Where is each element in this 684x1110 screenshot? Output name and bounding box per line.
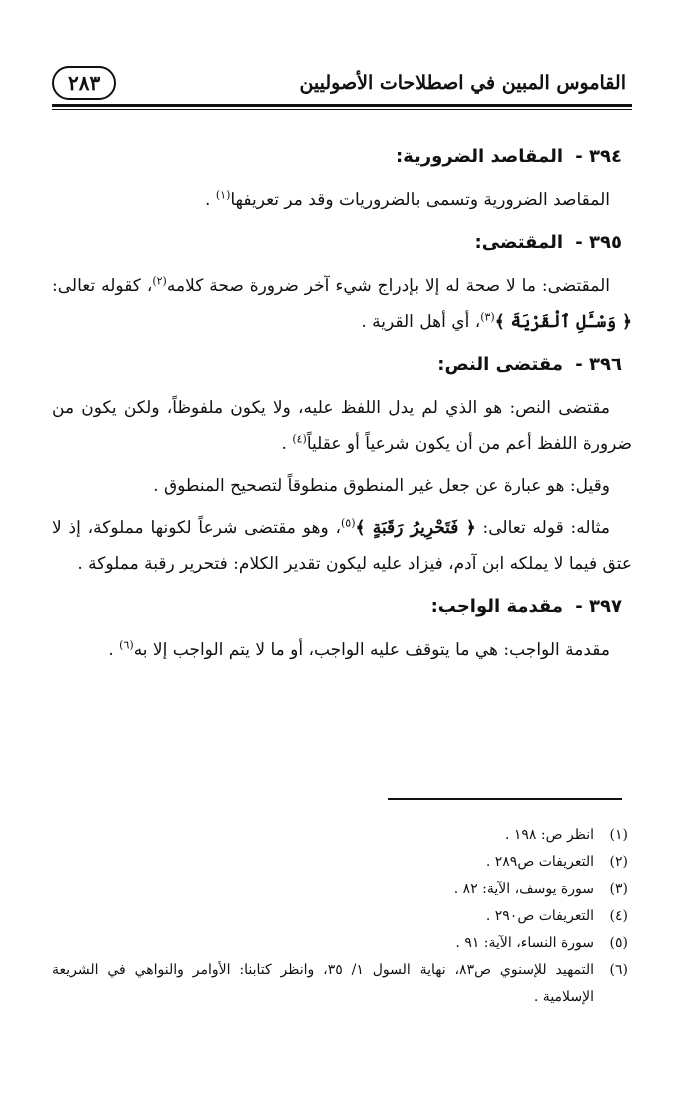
header-rule xyxy=(52,104,632,107)
footnote-text: سورة النساء، الآية: ٩١ . xyxy=(455,935,594,951)
entry-paragraph xyxy=(52,390,632,462)
footnotes xyxy=(52,822,628,1011)
entry-heading xyxy=(52,138,622,176)
paragraph-text: مقتضى النص: هو الذي لم يدل اللفظ عليه، ولا يكون ملفوظاً، ولكن يكون من ضرورة اللفظ أعم من أن يكون شرعياً أو عقلياً xyxy=(52,398,632,454)
entry-paragraph xyxy=(52,510,632,582)
entry-heading xyxy=(52,346,622,384)
footnote-ref: (٣) xyxy=(480,310,495,324)
footnote-text: التعريفات ص٢٨٩ . xyxy=(485,854,594,870)
footnote-ref: (٢) xyxy=(152,274,167,288)
entry-paragraph xyxy=(52,268,632,340)
paragraph-text: مقدمة الواجب: هي ما يتوقف عليه الواجب، أو ما لا يتم الواجب إلا به xyxy=(133,640,610,660)
entry-heading xyxy=(52,588,622,626)
footnote xyxy=(52,903,628,930)
entry-number: ٣٩٧ - xyxy=(575,596,622,617)
page-header xyxy=(52,62,632,104)
footnote xyxy=(52,876,628,903)
running-title: القاموس المبين في اصطلاحات الأصوليين xyxy=(299,72,626,94)
footnote-text: سورة يوسف، الآية: ٨٢ . xyxy=(453,881,594,897)
paragraph-end: . xyxy=(108,640,120,660)
entry-term: المقاصد الضرورية: xyxy=(395,146,563,167)
entry-heading xyxy=(52,224,622,262)
paragraph-end: ، أي أهل القرية . xyxy=(361,312,481,332)
entry-number: ٣٩٦ - xyxy=(575,354,622,375)
footnote-number: (٥) xyxy=(609,935,628,951)
page-number: ٢٨٣ xyxy=(52,66,116,100)
entry-paragraph xyxy=(52,468,632,504)
footnote-ref: (٤) xyxy=(292,432,307,446)
footnote-text: التمهيد للإسنوي ص٨٣، نهاية السول ١/ ٣٥، وانظر كتابنا: الأوامر والنواهي في الشريعة الإسلامية . xyxy=(52,962,595,1005)
quran-quote: ﴿ فَتَحْرِيرُ رَقَبَةٍ ﴾ xyxy=(355,518,476,538)
paragraph-end: . xyxy=(205,190,216,210)
paragraph-text: المقاصد الضرورية وتسمى بالضروريات وقد مر تعريفها xyxy=(230,190,610,210)
quran-quote: ﴿ وَسْـَٔلِ ٱلْقَرْيَةَ ﴾ xyxy=(494,312,632,332)
entry-number: ٣٩٥ - xyxy=(575,232,622,253)
footnote-text: انظر ص: ١٩٨ . xyxy=(504,827,594,843)
footnote-number: (٦) xyxy=(609,962,628,978)
paragraph-end: . xyxy=(281,434,293,454)
paragraph-text: ، كقوله تعالى: xyxy=(52,276,153,296)
footnote xyxy=(52,849,628,876)
paragraph-text: مثاله: قوله تعالى: xyxy=(475,518,610,538)
entry-term: مقدمة الواجب: xyxy=(430,596,563,617)
footnote-number: (٣) xyxy=(609,881,628,897)
header-rule-thin xyxy=(52,109,632,110)
footnote-ref: (٥) xyxy=(340,516,356,530)
paragraph-text: وقيل: هو عبارة عن جعل غير المنطوق منطوقاً لتصحيح المنطوق . xyxy=(153,476,610,496)
paragraph-end: ، وهو مقتضى شرعاً لكونها مملوكة، إذ لا عتق فيما لا يملكه ابن آدم، فيزاد عليه ليكون تقدير الكلام: فتحرير رقبة مملوكة . xyxy=(52,518,632,574)
entry-paragraph xyxy=(52,632,632,668)
footnote xyxy=(52,930,628,957)
footnote-separator xyxy=(388,798,622,800)
entry-number: ٣٩٤ - xyxy=(575,146,622,167)
footnote-number: (١) xyxy=(609,827,628,843)
entry-paragraph xyxy=(52,182,632,218)
footnote-number: (٤) xyxy=(609,908,628,924)
entry-term: المقتضى: xyxy=(474,232,563,253)
footnote xyxy=(52,957,628,1011)
entry-term: مقتضى النص: xyxy=(437,354,563,375)
footnote-number: (٢) xyxy=(609,854,628,870)
paragraph-text: المقتضى: ما لا صحة له إلا بإدراج شيء آخر ضرورة صحة كلامه xyxy=(166,276,610,296)
footnote-ref: (٦) xyxy=(119,638,134,652)
footnote-text: التعريفات ص٢٩٠ . xyxy=(485,908,594,924)
footnote-ref: (١) xyxy=(215,188,231,202)
main-text xyxy=(52,138,632,674)
footnote xyxy=(52,822,628,849)
